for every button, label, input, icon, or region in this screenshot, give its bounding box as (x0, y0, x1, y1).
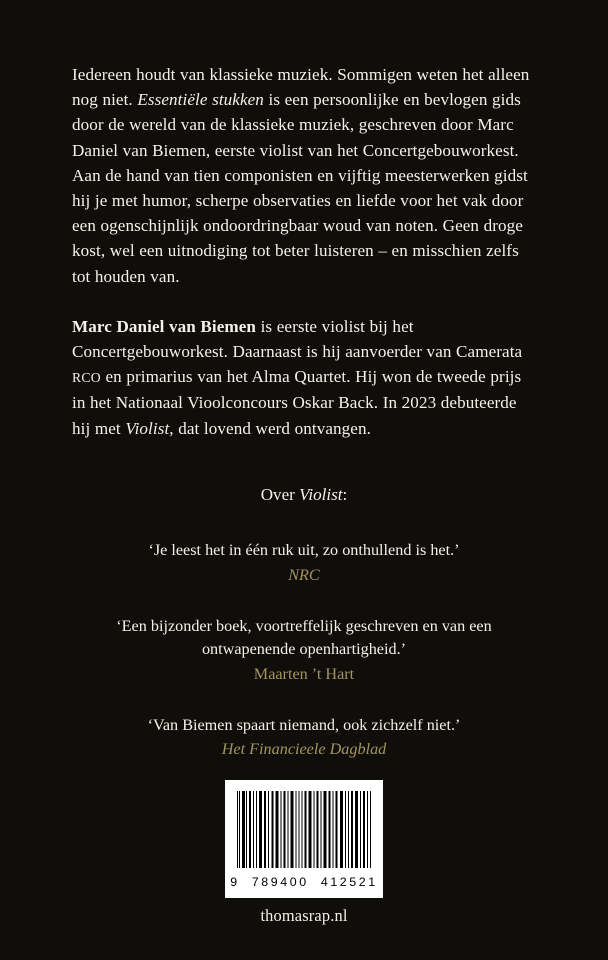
review-source: Maarten ’t Hart (253, 664, 355, 683)
review-quote: ‘Van Biemen spaart niemand, ook zichzelf niet.’ (147, 715, 461, 734)
review-quote: ‘Een bijzonder boek, voortreffelijk geschreven en van een ontwapenende openhartigheid.’ (116, 616, 492, 658)
review-source: NRC (288, 565, 320, 584)
author-name: Marc Daniel van Biemen (72, 316, 257, 336)
orchestra-abbreviation: RCO (72, 370, 101, 386)
review-item (54, 714, 554, 762)
review-source: Het Financieele Dagblad (221, 740, 387, 758)
barcode-bars (237, 791, 372, 868)
bio-text-part-1: is eerste violist bij het Concertgebouworkest. Daarnaast is hij aanvoerder van Camerata (72, 316, 523, 362)
reviews-heading (54, 483, 554, 507)
isbn-digits: 9 789400 412521 (230, 875, 378, 889)
reviews-section (54, 483, 554, 761)
reviews-heading-prefix: Over (260, 485, 300, 504)
reviews-heading-suffix: : (342, 485, 348, 504)
blurb-paragraph (72, 62, 538, 289)
blurb-text-lead: Iedereen houdt van klassieke muziek. Sommigen weten het alleen nog niet. (72, 65, 530, 110)
bio-text-part-2: en primarius van het Alma Quartet. Hij won de tweede prijs in het Nationaal Vioolconcours Oskar Back. In 2023 debuteerde hij met (72, 367, 522, 438)
blurb-text-rest: is een persoonlijke en bevlogen gids door de wereld van de klassieke muziek, geschreven door Marc Daniel van Biemen, eerste violist van het Concertgebouworkest. Aan de hand van tien componisten en vijftig meesterwerken gidst hij je met humor, scherpe observaties en liefde voor het vak door een ogenschijnlijk ondoordringbaar woud van noten. Geen droge kost, wel een uitnodiging tot beter luisteren – en misschien zelfs tot houden van. (72, 90, 528, 286)
publisher-website[interactable]: thomasrap.nl (260, 906, 348, 925)
review-quote: ‘Je leest het in één ruk uit, zo onthullend is het.’ (148, 541, 460, 559)
review-item (54, 615, 554, 686)
book-title-essentiele-stukken: Essentiële stukken (137, 90, 264, 110)
previous-book-title: Violist (125, 418, 170, 438)
review-item (54, 539, 554, 587)
copy-block (72, 62, 538, 441)
bio-text-part-3: , dat lovend werd ontvangen. (169, 418, 371, 438)
isbn-barcode (225, 780, 383, 898)
author-bio-paragraph (72, 314, 538, 441)
reviews-heading-title: Violist (299, 485, 343, 504)
